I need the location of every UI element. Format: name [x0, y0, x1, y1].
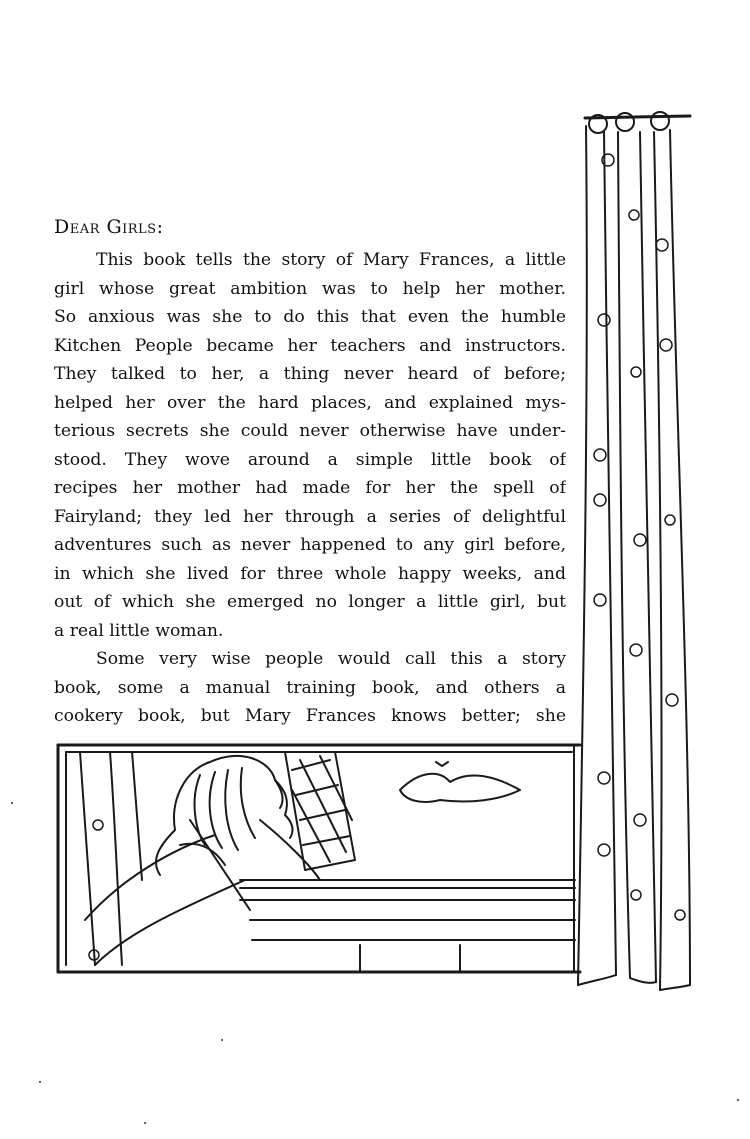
- text-line: So anxious was she to do this that even the humble: [54, 307, 566, 327]
- text-line: Kitchen People became her teachers and instructors.: [54, 335, 566, 356]
- text-line: girl whose great ambition was to help her mother.: [54, 278, 566, 299]
- text-line: in which she lived for three whole happy weeks, and: [54, 563, 566, 584]
- text-line: This book tells the story of Mary Frances, a little: [96, 250, 566, 270]
- text-line: stood. They wove around a simple little book of: [54, 449, 566, 470]
- letter-salutation: Dear Girls:: [54, 216, 164, 238]
- text-line: cookery book, but Mary Frances knows better; she: [54, 706, 566, 726]
- text-line: helped her over the hard places, and explained mys-: [54, 392, 566, 413]
- text-line: book, some a manual training book, and others a: [54, 677, 566, 698]
- text-line: recipes her mother had made for her the spell of: [54, 478, 566, 498]
- text-line: adventures such as never happened to any girl before,: [54, 535, 566, 555]
- text-line: a real little woman.: [54, 620, 224, 641]
- text-line: terious secrets she could never otherwise have under-: [54, 421, 566, 441]
- text-line: out of which she emerged no longer a little girl, but: [54, 592, 566, 612]
- text-line: Some very wise people would call this a story: [96, 649, 566, 669]
- text-line: They talked to her, a thing never heard of before;: [54, 364, 566, 384]
- text-line: Fairyland; they led her through a series of delightful: [54, 506, 566, 527]
